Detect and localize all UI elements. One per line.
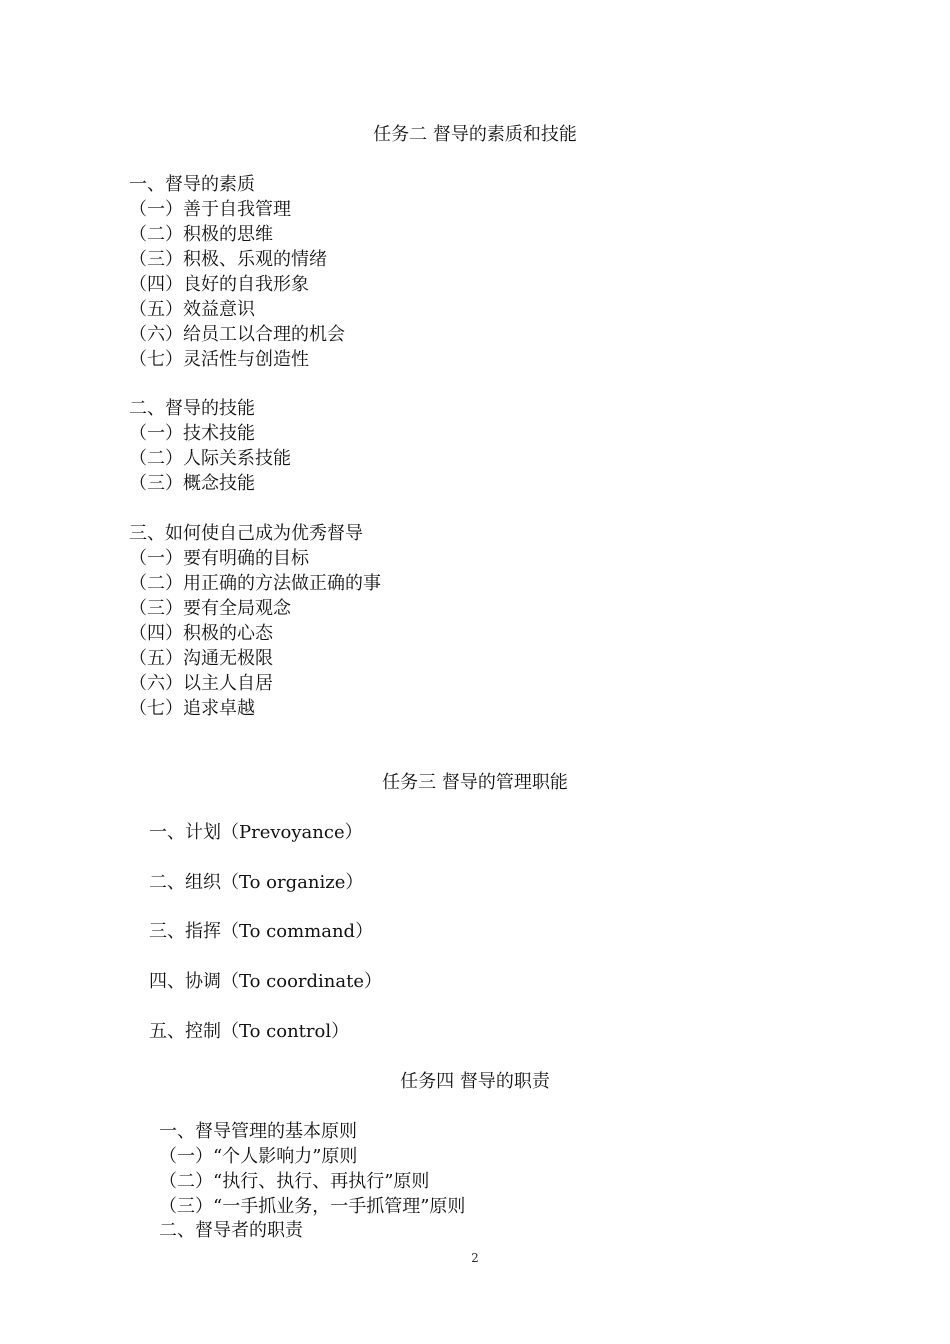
page-number: 2 [471,1251,479,1265]
list-item: 四、协调（To coordinate） [149,971,383,992]
list-item: （四）积极的心态 [129,623,273,644]
heading-supervisor-duties: 二、督导者的职责 [159,1220,303,1241]
list-item: （四）良好的自我形象 [129,274,309,295]
list-item: （三）积极、乐观的情绪 [129,249,327,270]
heading-become-excellent: 三、如何使自己成为优秀督导 [129,523,363,544]
heading-skills: 二、督导的技能 [129,398,255,419]
list-item: 五、控制（To control） [149,1021,350,1042]
list-item: （二）“执行、执行、再执行”原则 [159,1171,430,1192]
heading-qualities: 一、督导的素质 [129,174,255,195]
list-item: （一）“个人影响力”原则 [159,1146,358,1167]
list-item: （一）技术技能 [129,423,255,444]
list-item: （二）人际关系技能 [129,448,291,469]
list-item: （一）善于自我管理 [129,199,291,220]
list-item: （五）效益意识 [129,299,255,320]
list-item: （三）概念技能 [129,473,255,494]
section-title-task-2: 任务二 督导的素质和技能 [373,124,577,145]
list-item: （七）灵活性与创造性 [129,349,309,370]
list-item: 二、组织（To organize） [149,872,364,893]
heading-basic-principles: 一、督导管理的基本原则 [159,1121,357,1142]
list-item: （六）以主人自居 [129,673,273,694]
list-item: （六）给员工以合理的机会 [129,324,345,345]
list-item: （二）用正确的方法做正确的事 [129,573,381,594]
list-item: （五）沟通无极限 [129,648,273,669]
list-item: 一、计划（Prevoyance） [149,822,363,843]
list-item: （二）积极的思维 [129,224,273,245]
section-title-task-4: 任务四 督导的职责 [400,1071,550,1092]
list-item: （三）要有全局观念 [129,598,291,619]
list-item: 三、指挥（To command） [149,921,374,942]
list-item: （七）追求卓越 [129,698,255,719]
list-item: （三）“一手抓业务，一手抓管理”原则 [159,1196,466,1217]
section-title-task-3: 任务三 督导的管理职能 [382,772,568,793]
list-item: （一）要有明确的目标 [129,548,309,569]
